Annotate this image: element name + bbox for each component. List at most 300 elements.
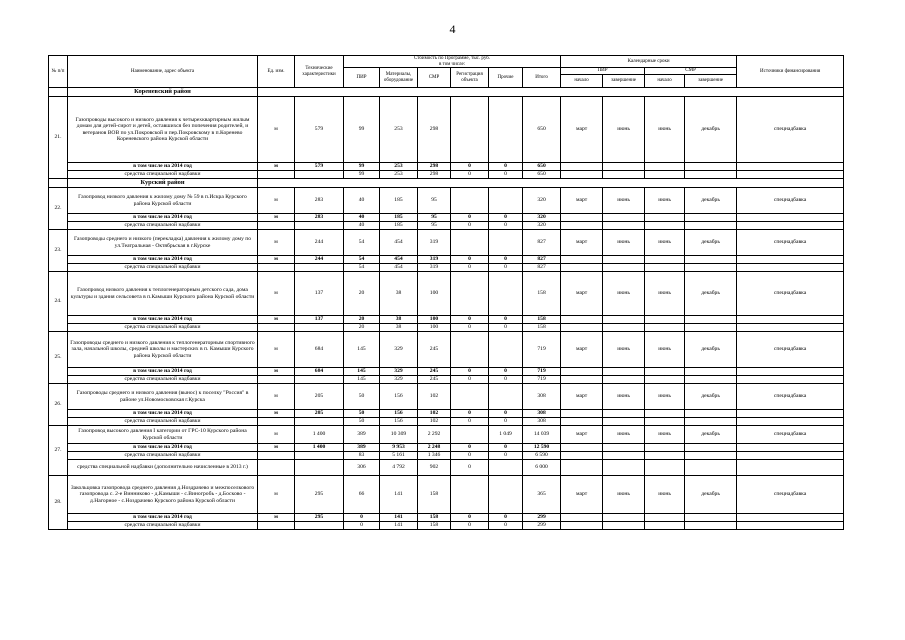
object-registration — [451, 97, 489, 163]
object-pir-end: июнь — [603, 426, 645, 444]
subtotal-unit: м — [258, 163, 295, 171]
subtotal-pir: 145 — [344, 368, 380, 376]
gas-pipeline-program-table — [48, 55, 844, 530]
object-funding: спецнадбавка — [737, 426, 844, 444]
object-pir-end: июнь — [603, 272, 645, 316]
object-pir-end: июнь — [603, 332, 645, 368]
object-smr-start: июнь — [645, 272, 685, 316]
special-pir: 83 — [344, 452, 380, 460]
object-tech: 295 — [295, 476, 344, 514]
year-subtotal-row — [49, 514, 844, 522]
object-number: 28. — [49, 476, 68, 530]
empty-cell — [645, 264, 685, 272]
empty-cell — [603, 514, 645, 522]
object-name: Газопровод высокого давления I категории от ГРС-10 Курского района Курской области — [68, 426, 258, 444]
object-other — [489, 332, 523, 368]
region-row — [49, 179, 844, 188]
year-subtotal-row — [49, 410, 844, 418]
special-other: 0 — [489, 376, 523, 384]
object-name: Газопровод низкого давления к теплогенераторным детского сада, дома культуры и здания сельсовета в п.Камыши Курского района Курской области — [68, 272, 258, 316]
subtotal-other: 0 — [489, 444, 523, 452]
object-smr: 158 — [418, 476, 451, 514]
object-row — [49, 384, 844, 410]
subtotal-materials: 9 953 — [380, 444, 418, 452]
object-other — [489, 272, 523, 316]
empty-cell — [561, 514, 603, 522]
empty-cell — [645, 418, 685, 426]
special-total: 827 — [523, 264, 561, 272]
header-materials: Материалы, оборудование — [380, 68, 418, 88]
special-materials: 38 — [380, 324, 418, 332]
region-num-cell — [49, 88, 68, 97]
special-other: 0 — [489, 264, 523, 272]
special-materials: 141 — [380, 522, 418, 530]
special-funds-label: средства специальной надбавки (дополнительно начисленные в 2013 г.) — [68, 460, 258, 476]
special-funds-label: средства специальной надбавки — [68, 171, 258, 179]
special-funds-label: средства специальной надбавки — [68, 452, 258, 460]
subtotal-registration: 0 — [451, 163, 489, 171]
subtotal-total: 308 — [523, 410, 561, 418]
special-smr: 102 — [418, 418, 451, 426]
object-smr: 102 — [418, 384, 451, 410]
empty-cell — [737, 368, 844, 376]
special-pir: 50 — [344, 418, 380, 426]
empty-cell — [737, 171, 844, 179]
table-header — [49, 56, 844, 88]
empty-cell — [737, 418, 844, 426]
empty-cell — [737, 256, 844, 264]
object-total: 14 039 — [523, 426, 561, 444]
subtotal-total: 827 — [523, 256, 561, 264]
object-pir-end: июнь — [603, 97, 645, 163]
empty-cell — [258, 222, 295, 230]
object-number: 27. — [49, 426, 68, 476]
empty-cell — [685, 171, 737, 179]
object-funding: спецнадбавка — [737, 332, 844, 368]
page-number: 4 — [449, 22, 456, 36]
object-row — [49, 188, 844, 214]
object-total: 650 — [523, 97, 561, 163]
object-smr-end: декабрь — [685, 272, 737, 316]
empty-cell — [258, 452, 295, 460]
empty-cell — [737, 444, 844, 452]
subtotal-unit: м — [258, 256, 295, 264]
subtotal-unit: м — [258, 444, 295, 452]
object-pir: 389 — [344, 426, 380, 444]
subtotal-other: 0 — [489, 410, 523, 418]
subtotal-total: 719 — [523, 368, 561, 376]
empty-cell — [561, 214, 603, 222]
object-row — [49, 272, 844, 316]
object-registration — [451, 230, 489, 256]
object-total: 365 — [523, 476, 561, 514]
empty-cell — [603, 410, 645, 418]
subtotal-total: 650 — [523, 163, 561, 171]
subtotal-smr: 245 — [418, 368, 451, 376]
special-pir: 145 — [344, 376, 380, 384]
subtotal-smr: 319 — [418, 256, 451, 264]
object-unit: м — [258, 476, 295, 514]
empty-cell — [561, 171, 603, 179]
subtotal-materials: 329 — [380, 368, 418, 376]
empty-cell — [685, 214, 737, 222]
subtotal-materials: 253 — [380, 163, 418, 171]
subtotal-label: в том числе на 2014 год — [68, 514, 258, 522]
empty-cell — [737, 410, 844, 418]
object-total: 827 — [523, 230, 561, 256]
object-smr: 298 — [418, 97, 451, 163]
subtotal-smr: 95 — [418, 214, 451, 222]
empty-cell — [737, 163, 844, 171]
object-other: 1 049 — [489, 426, 523, 444]
empty-cell — [561, 452, 603, 460]
empty-cell — [737, 376, 844, 384]
object-row — [49, 97, 844, 163]
year-subtotal-row — [49, 256, 844, 264]
empty-cell — [258, 418, 295, 426]
object-name: Газопроводы среднего и низкого давления к теплогенераторным спортивного зала, начальной школы, средней школы и мастерских в п. Камыши Курского района Курской области — [68, 332, 258, 368]
header-tech: Технические характеристики — [295, 56, 344, 88]
subtotal-smr: 298 — [418, 163, 451, 171]
empty-cell — [561, 376, 603, 384]
special-smr: 95 — [418, 222, 451, 230]
special-total: 299 — [523, 522, 561, 530]
empty-cell — [737, 264, 844, 272]
empty-cell — [645, 522, 685, 530]
subtotal-materials: 454 — [380, 256, 418, 264]
subtotal-registration: 0 — [451, 444, 489, 452]
object-pir-start: март — [561, 384, 603, 410]
empty-cell — [561, 460, 603, 476]
empty-cell — [603, 522, 645, 530]
header-smr-schedule: СМР — [645, 68, 737, 75]
header-cost-sub-label: в том числе: — [439, 61, 466, 67]
empty-cell — [737, 452, 844, 460]
object-name: Газопроводы среднего и низкого (перекладка) давления к жилому дому по ул.Театральная - Октябрьская в г.Курске — [68, 230, 258, 256]
object-smr-end: декабрь — [685, 332, 737, 368]
subtotal-label: в том числе на 2014 год — [68, 368, 258, 376]
special-registration: 0 — [451, 460, 489, 476]
subtotal-tech: 244 — [295, 256, 344, 264]
empty-cell — [737, 522, 844, 530]
subtotal-registration: 0 — [451, 214, 489, 222]
special-funds-label: средства специальной надбавки — [68, 522, 258, 530]
special-smr: 100 — [418, 324, 451, 332]
year-subtotal-row — [49, 214, 844, 222]
object-total: 719 — [523, 332, 561, 368]
empty-cell — [645, 376, 685, 384]
empty-cell — [685, 368, 737, 376]
region-num-cell — [49, 179, 68, 188]
empty-cell — [561, 368, 603, 376]
object-name: Газопровод низкого давления к жилому дому № 59 в п.Искра Курского района Курской области — [68, 188, 258, 214]
empty-cell — [561, 256, 603, 264]
special-smr: 1 346 — [418, 452, 451, 460]
subtotal-smr: 2 248 — [418, 444, 451, 452]
special-pir: 99 — [344, 171, 380, 179]
special-smr: 245 — [418, 376, 451, 384]
special-total: 719 — [523, 376, 561, 384]
region-name: Курский район — [68, 179, 258, 188]
special-pir: 40 — [344, 222, 380, 230]
object-pir: 145 — [344, 332, 380, 368]
special-pir: 54 — [344, 264, 380, 272]
empty-cell — [258, 324, 295, 332]
object-row — [49, 230, 844, 256]
subtotal-unit: м — [258, 410, 295, 418]
subtotal-label: в том числе на 2014 год — [68, 410, 258, 418]
object-pir: 99 — [344, 97, 380, 163]
empty-cell — [685, 376, 737, 384]
special-registration: 0 — [451, 522, 489, 530]
empty-cell — [603, 214, 645, 222]
object-materials: 156 — [380, 384, 418, 410]
empty-cell — [295, 324, 344, 332]
empty-cell — [685, 514, 737, 522]
object-tech: 283 — [295, 188, 344, 214]
object-other — [489, 384, 523, 410]
object-total: 320 — [523, 188, 561, 214]
special-other: 0 — [489, 522, 523, 530]
object-tech: 137 — [295, 272, 344, 316]
object-pir-start: март — [561, 332, 603, 368]
special-materials: 156 — [380, 418, 418, 426]
object-funding: спецнадбавка — [737, 188, 844, 214]
special-registration: 0 — [451, 171, 489, 179]
header-other: Прочие — [489, 68, 523, 88]
object-row — [49, 476, 844, 514]
table-body — [49, 88, 844, 530]
subtotal-pir: 40 — [344, 214, 380, 222]
object-pir: 50 — [344, 384, 380, 410]
special-smr: 158 — [418, 522, 451, 530]
subtotal-tech: 205 — [295, 410, 344, 418]
header-name: Наименование, адрес объекта — [68, 56, 258, 88]
empty-cell — [685, 256, 737, 264]
object-other — [489, 188, 523, 214]
object-total: 308 — [523, 384, 561, 410]
object-tech: 579 — [295, 97, 344, 163]
year-subtotal-row — [49, 368, 844, 376]
special-pir: 306 — [344, 460, 380, 476]
empty-cell — [561, 222, 603, 230]
year-subtotal-row — [49, 163, 844, 171]
object-smr: 319 — [418, 230, 451, 256]
object-smr: 95 — [418, 188, 451, 214]
special-registration: 0 — [451, 418, 489, 426]
object-smr-start: июнь — [645, 97, 685, 163]
special-funds-row — [49, 171, 844, 179]
object-registration — [451, 426, 489, 444]
header-pir: ПИР — [344, 68, 380, 88]
empty-cell — [685, 410, 737, 418]
object-smr-end: декабрь — [685, 426, 737, 444]
object-other — [489, 230, 523, 256]
empty-cell — [645, 368, 685, 376]
special-materials: 4 792 — [380, 460, 418, 476]
empty-cell — [561, 410, 603, 418]
region-filler — [258, 179, 844, 188]
special-smr: 298 — [418, 171, 451, 179]
object-smr-end: декабрь — [685, 188, 737, 214]
subtotal-registration: 0 — [451, 316, 489, 324]
object-unit: м — [258, 332, 295, 368]
object-unit: м — [258, 230, 295, 256]
object-materials: 185 — [380, 188, 418, 214]
subtotal-other: 0 — [489, 163, 523, 171]
empty-cell — [258, 171, 295, 179]
object-number: 26. — [49, 384, 68, 426]
empty-cell — [295, 171, 344, 179]
empty-cell — [737, 460, 844, 476]
empty-cell — [603, 171, 645, 179]
object-number: 24. — [49, 272, 68, 332]
empty-cell — [685, 460, 737, 476]
object-tech: 1 400 — [295, 426, 344, 444]
empty-cell — [603, 222, 645, 230]
header-total: Итого — [523, 68, 561, 88]
header-smr-end: завершение — [685, 75, 737, 88]
special-funds-row — [49, 418, 844, 426]
object-funding: спецнадбавка — [737, 272, 844, 316]
subtotal-materials: 185 — [380, 214, 418, 222]
header-schedule-group: Календарные сроки — [561, 56, 737, 68]
object-row — [49, 332, 844, 368]
object-other — [489, 476, 523, 514]
header-cost-group-label: Стоимость по Программе, тыс. руб. — [414, 56, 491, 61]
subtotal-pir: 54 — [344, 256, 380, 264]
subtotal-pir: 20 — [344, 316, 380, 324]
empty-cell — [603, 256, 645, 264]
subtotal-label: в том числе на 2014 год — [68, 214, 258, 222]
empty-cell — [685, 522, 737, 530]
subtotal-unit: м — [258, 316, 295, 324]
object-pir: 20 — [344, 272, 380, 316]
empty-cell — [603, 264, 645, 272]
empty-cell — [645, 214, 685, 222]
object-unit: м — [258, 426, 295, 444]
empty-cell — [603, 316, 645, 324]
special-materials: 5 161 — [380, 452, 418, 460]
special-other — [489, 460, 523, 476]
object-registration — [451, 476, 489, 514]
special-registration: 0 — [451, 452, 489, 460]
header-smr: СМР — [418, 68, 451, 88]
object-smr-start: июнь — [645, 230, 685, 256]
object-number: 21. — [49, 97, 68, 179]
special-registration: 0 — [451, 376, 489, 384]
object-registration — [451, 188, 489, 214]
special-funds-row — [49, 460, 844, 476]
object-smr-end: декабрь — [685, 97, 737, 163]
object-registration — [451, 272, 489, 316]
object-number: 25. — [49, 332, 68, 384]
object-materials: 253 — [380, 97, 418, 163]
special-total: 320 — [523, 222, 561, 230]
subtotal-smr: 100 — [418, 316, 451, 324]
subtotal-other: 0 — [489, 214, 523, 222]
object-smr: 2 292 — [418, 426, 451, 444]
special-materials: 253 — [380, 171, 418, 179]
object-materials: 141 — [380, 476, 418, 514]
special-funds-row — [49, 324, 844, 332]
region-filler — [258, 88, 844, 97]
subtotal-tech: 295 — [295, 514, 344, 522]
empty-cell — [737, 222, 844, 230]
special-funds-label: средства специальной надбавки — [68, 264, 258, 272]
empty-cell — [295, 376, 344, 384]
object-funding: спецнадбавка — [737, 230, 844, 256]
subtotal-registration: 0 — [451, 410, 489, 418]
subtotal-tech: 1 400 — [295, 444, 344, 452]
object-pir-end: июнь — [603, 384, 645, 410]
special-registration: 0 — [451, 324, 489, 332]
subtotal-registration: 0 — [451, 256, 489, 264]
empty-cell — [603, 452, 645, 460]
subtotal-label: в том числе на 2014 год — [68, 444, 258, 452]
empty-cell — [561, 418, 603, 426]
empty-cell — [737, 324, 844, 332]
empty-cell — [645, 460, 685, 476]
empty-cell — [645, 316, 685, 324]
object-funding: спецнадбавка — [737, 384, 844, 410]
special-other: 0 — [489, 324, 523, 332]
empty-cell — [645, 222, 685, 230]
empty-cell — [603, 368, 645, 376]
subtotal-label: в том числе на 2014 год — [68, 316, 258, 324]
subtotal-total: 320 — [523, 214, 561, 222]
special-funds-row — [49, 452, 844, 460]
object-smr-start: июнь — [645, 384, 685, 410]
empty-cell — [603, 163, 645, 171]
empty-cell — [685, 264, 737, 272]
object-smr-start: июнь — [645, 332, 685, 368]
special-smr: 902 — [418, 460, 451, 476]
object-total: 158 — [523, 272, 561, 316]
header-pir-end: завершение — [603, 75, 645, 88]
year-subtotal-row — [49, 444, 844, 452]
object-funding: спецнадбавка — [737, 97, 844, 163]
subtotal-other: 0 — [489, 316, 523, 324]
subtotal-pir: 99 — [344, 163, 380, 171]
header-smr-start: начало — [645, 75, 685, 88]
special-total: 650 — [523, 171, 561, 179]
special-funds-row — [49, 222, 844, 230]
object-pir-start: март — [561, 230, 603, 256]
empty-cell — [645, 324, 685, 332]
object-tech: 684 — [295, 332, 344, 368]
subtotal-registration: 0 — [451, 514, 489, 522]
subtotal-unit: м — [258, 514, 295, 522]
empty-cell — [685, 316, 737, 324]
subtotal-other: 0 — [489, 368, 523, 376]
subtotal-unit: м — [258, 368, 295, 376]
empty-cell — [645, 171, 685, 179]
special-registration: 0 — [451, 264, 489, 272]
empty-cell — [295, 418, 344, 426]
special-funds-label: средства специальной надбавки — [68, 418, 258, 426]
special-funds-row — [49, 264, 844, 272]
object-unit: м — [258, 188, 295, 214]
object-registration — [451, 332, 489, 368]
object-other — [489, 97, 523, 163]
object-smr-start: июнь — [645, 426, 685, 444]
subtotal-tech: 137 — [295, 316, 344, 324]
subtotal-tech: 283 — [295, 214, 344, 222]
object-pir: 54 — [344, 230, 380, 256]
object-name: Газопроводы высокого и низкого давления к четырехквартирным жилым домам для детей-сирот и детей, оставшихся без попечения родителей, и ветеранов ВОВ по ул.Покровской и пер.Покровскому в п.Коренево Кореневского района Курской области — [68, 97, 258, 163]
special-total: 308 — [523, 418, 561, 426]
